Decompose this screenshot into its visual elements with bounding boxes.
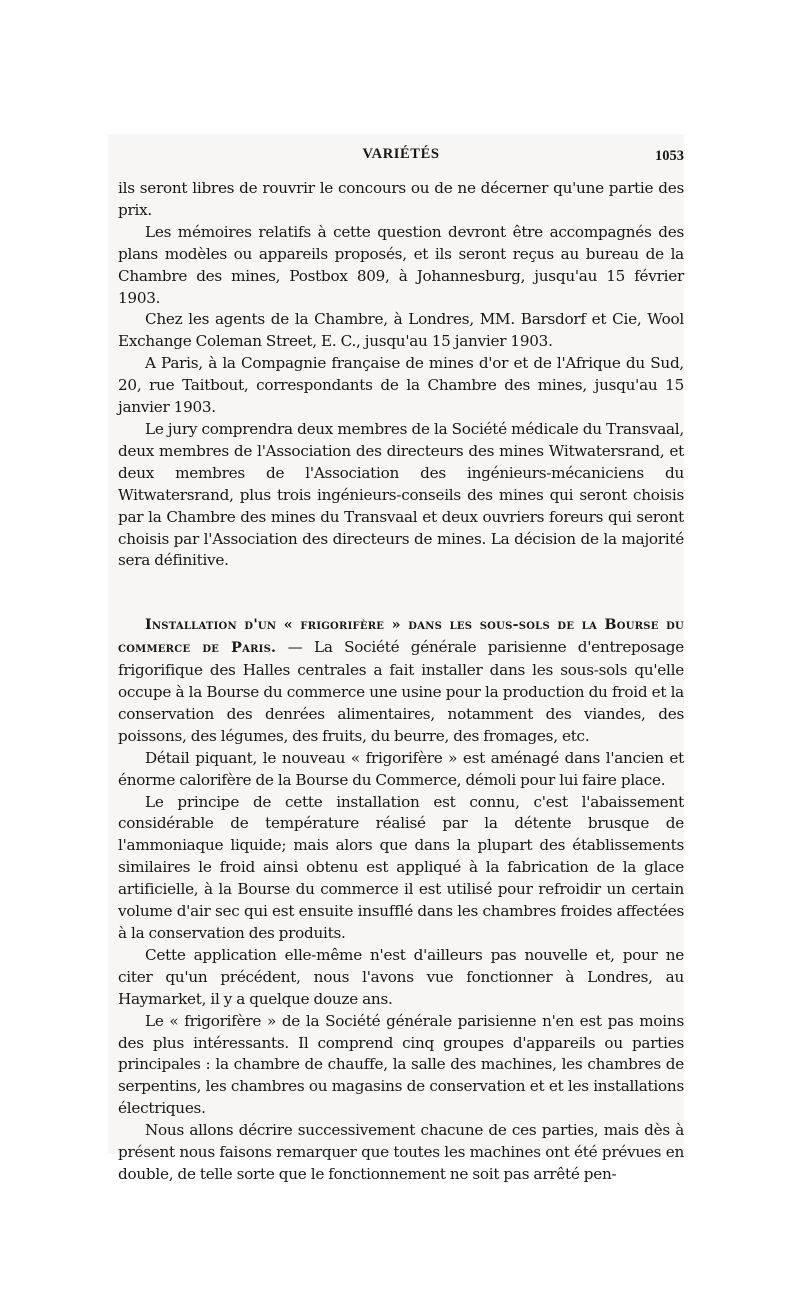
paragraph: Détail piquant, le nouveau « frigorifère » est aménagé dans l'ancien et énorme calorifère de la Bourse du Commerce, démoli pour lui faire place.: [118, 748, 684, 789]
page-number: 1053: [655, 148, 684, 164]
paragraph: ils seront libres de rouvrir le concours ou de ne décerner qu'une partie des prix.: [118, 179, 684, 219]
paragraph: Nous allons décrire successivement chacune de ces parties, mais dès à présent nous faisons remarquer que toutes les machines ont été prévues en double, de telle sorte que le fonctionnement ne soit pas arrêté pen-: [118, 1121, 684, 1183]
section-title: Installation d'un « frigorifère » dans les sous-sols de la Bourse du commerce de Paris.: [118, 617, 684, 657]
paragraph: Le principe de cette installation est connu, c'est l'abaissement considérable de température réalisé par la détente brusque de l'ammoniaque liquide; mais alors que dans la plupart des établissements similaires le froid ainsi obtenu est appliqué à la fabrication de la glace artificielle, à la Bourse du commerce il est utilisé pour refroidir un certain volume d'air sec qui est ensuite insufflé dans les chambres froides affectées à la conservation des produits.: [118, 792, 684, 942]
paragraph: A Paris, à la Compagnie française de mines d'or et de l'Afrique du Sud, 20, rue Taitbout, correspondants de la Chambre des mines, jusqu'au 15 janvier 1903.: [118, 354, 684, 417]
paragraph: Les mémoires relatifs à cette question devront être accompagnés des plans modèles ou appareils proposés, et ils seront reçus au bureau de la Chambre des mines, Postbox 809, à Johannesburg, jusqu'au 15 février 1903.: [118, 222, 684, 307]
page-header: [118, 146, 684, 168]
article-body: [118, 178, 684, 1186]
paragraph: Le « frigorifère » de la Société générale parisienne n'en est pas moins des plus intéressants. Il comprend cinq groupes d'appareils ou parties principales : la chambre de chauffe, la salle des machines, les chambres de serpentins, les chambres ou magasins de conservation et et les installations électriques.: [118, 1011, 684, 1118]
paragraph: Chez les agents de la Chambre, à Londres, MM. Barsdorf et Cie, Wool Exchange Coleman Street, E. C., jusqu'au 15 janvier 1903.: [118, 310, 684, 351]
paragraph: Cette application elle-même n'est d'ailleurs pas nouvelle et, pour ne citer qu'un précédent, nous l'avons vue fonctionner à Londres, au Haymarket, il y a quelque douze ans.: [118, 945, 684, 1008]
section-lead-text: — La Société générale parisienne d'entreposage frigorifique des Halles centrales a fait installer dans les sous-sols qu'elle occupe à la Bourse du commerce une usine pour la production du froid et la conservation des denrées alimentaires, notamment des viandes, des poissons, des légumes, des fruits, du beurre, des fromages, etc.: [118, 638, 684, 745]
section-spacer: [118, 572, 684, 614]
running-title: VARIÉTÉS: [362, 146, 440, 162]
paragraph: Le jury comprendra deux membres de la Société médicale du Transvaal, deux membres de l'Association des directeurs des mines Witwatersrand, et deux membres de l'Association des ingénieurs-mécaniciens du Witwatersrand, plus trois ingénieurs-conseils des mines qui seront choisis par la Chambre des mines du Transvaal et deux ouvriers foreurs qui seront choisis par l'Association des directeurs de mines. La décision de la majorité sera définitive.: [118, 419, 684, 570]
section-paragraph: [118, 614, 684, 747]
